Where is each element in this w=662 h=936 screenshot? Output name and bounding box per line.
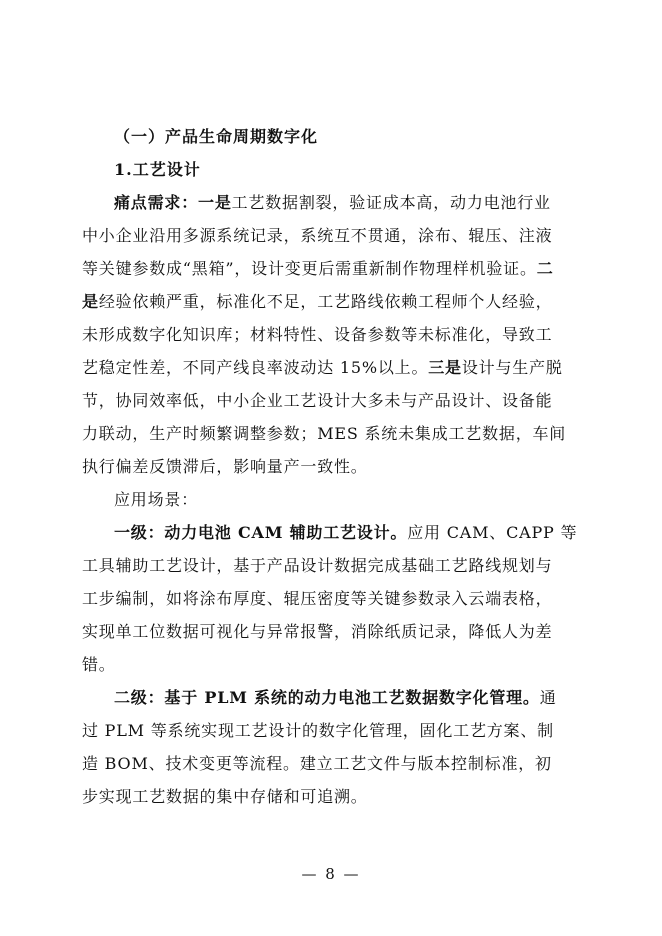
pain-points-line-2	[82, 219, 582, 252]
level-1-text-line-3: 工步编制，如将涂布厚度、辊压密度等关键参数录入云端表格，	[82, 589, 553, 608]
pain-points-label: 痛点需求：	[114, 193, 199, 212]
pain-points-line-4	[82, 285, 582, 318]
second-point-label-part-1: 二	[536, 259, 554, 278]
level-1-line-5	[82, 648, 582, 681]
third-point-text-start: 设计与生产脱	[461, 358, 563, 377]
level-2-line-2	[82, 714, 582, 747]
pain-points-text-line-4: 经验依赖严重，标准化不足，工艺路线依赖工程师个人经验，	[98, 292, 553, 311]
pain-points-line-9	[82, 450, 582, 483]
level-2-text-line-4: 步实现工艺数据的集中存储和可追溯。	[82, 787, 368, 806]
pain-points-text-line-3: 等关键参数成“黑箱”，设计变更后需重新制作物理样机验证。	[82, 259, 537, 278]
pain-points-text-line-6: 艺稳定性差，不同产线良率波动达 15%以上。	[82, 358, 429, 377]
pain-points-text-line-8: 力联动，生产时频繁调整参数；MES 系统未集成工艺数据，车间	[82, 424, 567, 443]
subsection-title-text: 1.工艺设计	[114, 160, 201, 179]
level-1-line-1	[82, 516, 582, 549]
section-title-text: （一）产品生命周期数字化	[114, 127, 319, 146]
pain-points-text-line-2: 中小企业沿用多源系统记录，系统互不贯通，涂布、辊压、注液	[82, 226, 553, 245]
pain-points-line-5	[82, 318, 582, 351]
level-2-text-line-3: 造 BOM、技术变更等流程。建立工艺文件与版本控制标准，初	[82, 754, 552, 773]
level-1-line-2	[82, 549, 582, 582]
subsection-title	[82, 153, 582, 186]
level-1-text-line-2: 工具辅助工艺设计，基于产品设计数据完成基础工艺路线规划与	[82, 556, 553, 575]
pain-points-text-line-7: 节，协同效率低，中小企业工艺设计大多未与产品设计、设备能	[82, 391, 553, 410]
level-2-text-line-1: 通	[539, 688, 557, 707]
level-1-line-4	[82, 615, 582, 648]
level-1-text-line-1: 应用 CAM、CAPP 等	[407, 523, 578, 542]
scenarios-label-line	[82, 483, 582, 516]
level-2-line-3	[82, 747, 582, 780]
level-2-line-4	[82, 780, 582, 813]
level-1-text-line-5: 错。	[82, 655, 116, 674]
pain-points-line-3	[82, 252, 582, 285]
page-number: — 8 —	[301, 865, 361, 883]
level-1-text-line-4: 实现单工位数据可视化与异常报警，消除纸质记录，降低人为差	[82, 622, 553, 641]
pain-points-line-7	[82, 384, 582, 417]
section-title	[82, 120, 582, 153]
third-point-label: 三是	[428, 358, 462, 377]
pain-points-line-1	[82, 186, 582, 219]
scenarios-label: 应用场景：	[114, 490, 199, 509]
level-1-title: 一级：动力电池 CAM 辅助工艺设计。	[114, 523, 408, 542]
first-point-label: 一是	[198, 193, 232, 212]
document-content	[82, 120, 582, 813]
level-2-title: 二级：基于 PLM 系统的动力电池工艺数据数字化管理。	[114, 688, 540, 707]
first-point-text: 工艺数据割裂，验证成本高，动力电池行业	[231, 193, 551, 212]
pain-points-line-8	[82, 417, 582, 450]
level-1-line-3	[82, 582, 582, 615]
pain-points-text-line-5: 未形成数字化知识库；材料特性、设备参数等未标准化，导致工	[82, 325, 553, 344]
pain-points-text-line-9: 执行偏差反馈滞后，影响量产一致性。	[82, 457, 368, 476]
second-point-label-part-2: 是	[82, 292, 99, 311]
level-2-text-line-2: 过 PLM 等系统实现工艺设计的数字化管理，固化工艺方案、制	[82, 721, 554, 740]
level-2-line-1	[82, 681, 582, 714]
pain-points-line-6	[82, 351, 582, 384]
